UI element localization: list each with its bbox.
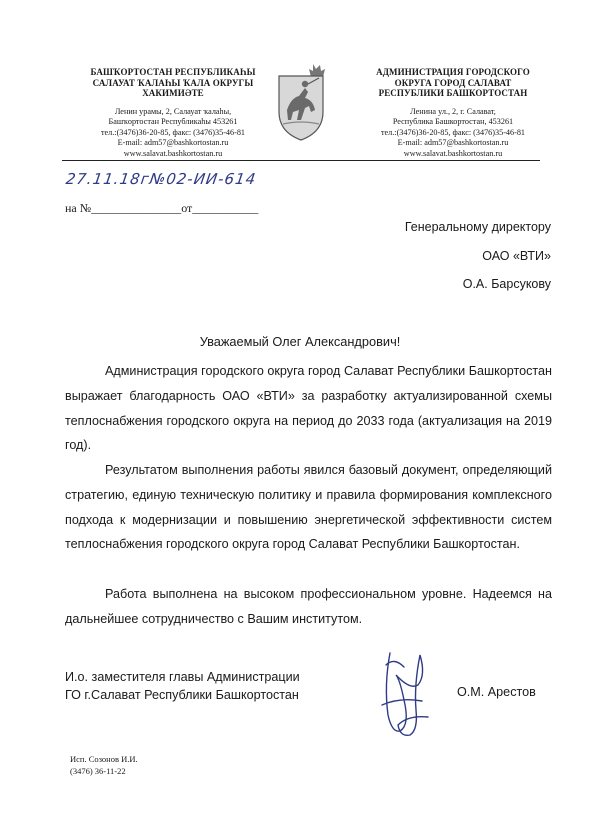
header-left xyxy=(68,67,278,159)
body-paragraph-3: Работа выполнена на высоком профессиональном уровне. Надеемся на дальнейшее сотрудничество с Вашим институтом. xyxy=(65,587,552,626)
header-divider xyxy=(62,160,540,161)
header-left-email: E-mail: adm57@bashkortostan.ru xyxy=(117,138,229,147)
header-left-address1: Ленин урамы, 2, Салауат ҡалаһы, xyxy=(114,106,232,116)
header-right-web: www.salavat.bashkortostan.ru xyxy=(403,148,503,158)
body-paragraph-1: Администрация городского округа город Салават Республики Башкортостан выражает благодарность ОАО «ВТИ» за разработку актуализированной схемы теплоснабжения городского округа на период до 2033 года (актуализация на 2019 год). xyxy=(65,364,552,453)
header-left-web: www.salavat.bashkortostan.ru xyxy=(123,148,223,158)
header-left-phone: тел.:(3476)36-20-85, факс: (3476)35-46-81 xyxy=(100,127,246,137)
signatory-position-line1: И.о. заместителя главы Администрации xyxy=(65,670,300,684)
header-right-line3: РЕСПУБЛИКИ БАШКОРТОСТАН xyxy=(378,88,528,98)
signatory-name: О.М. Арестов xyxy=(457,685,536,699)
header-left-line2: САЛАУАТ ҠАЛАҺЫ ҠАЛА ОКРУГЫ xyxy=(92,77,254,88)
header-right xyxy=(353,67,553,159)
header-right-phone: тел.:(3476)36-20-85, факс: (3476)35-46-81 xyxy=(380,127,526,137)
executor-phone: (3476) 36-11-22 xyxy=(70,766,126,776)
header-right-address2: Республика Башкортостан, 453261 xyxy=(392,117,514,126)
header-left-address2: Башҡортостан Республикаһы 453261 xyxy=(108,117,238,126)
coat-of-arms-emblem xyxy=(275,62,327,142)
executor-info xyxy=(70,753,138,777)
registration-reference-line: на №_______________от___________ xyxy=(65,201,259,215)
executor-name: Исп. Созонов И.И. xyxy=(70,754,138,764)
handwritten-signature xyxy=(370,645,438,740)
header-right-line2: ОКРУГА ГОРОД САЛАВАТ xyxy=(394,77,512,88)
addressee-line3: О.А. Барсукову xyxy=(462,277,551,291)
signatory-position-line2: ГО г.Салават Республики Башкортостан xyxy=(65,688,299,702)
signatory-position xyxy=(65,668,300,704)
body-paragraph-2: Результатом выполнения работы явился базовый документ, определяющий стратегию, единую техническую политику и правила формирования комплексного подхода к модернизации и повышению энергетической эффективности систем теплоснабжения городского округа город Салават Республики Башкортостан. xyxy=(65,463,552,552)
header-left-line1: БАШҠОРТОСТАН РЕСПУБЛИКАҺЫ xyxy=(90,67,256,77)
handwritten-registration-number: 27.11.18г№02-ИИ-614 xyxy=(64,170,258,188)
header-right-address1: Ленина ул., 2, г. Салават, xyxy=(410,106,496,116)
greeting: Уважаемый Олег Александрович! xyxy=(199,334,401,349)
header-right-email: E-mail: adm57@bashkortostan.ru xyxy=(397,138,509,147)
addressee-line1: Генеральному директору xyxy=(404,220,551,234)
addressee-line2: ОАО «ВТИ» xyxy=(482,249,551,263)
header-left-line3: ХАКИМИӘТЕ xyxy=(142,88,204,98)
header-right-line1: АДМИНИСТРАЦИЯ ГОРОДСКОГО xyxy=(376,67,530,77)
